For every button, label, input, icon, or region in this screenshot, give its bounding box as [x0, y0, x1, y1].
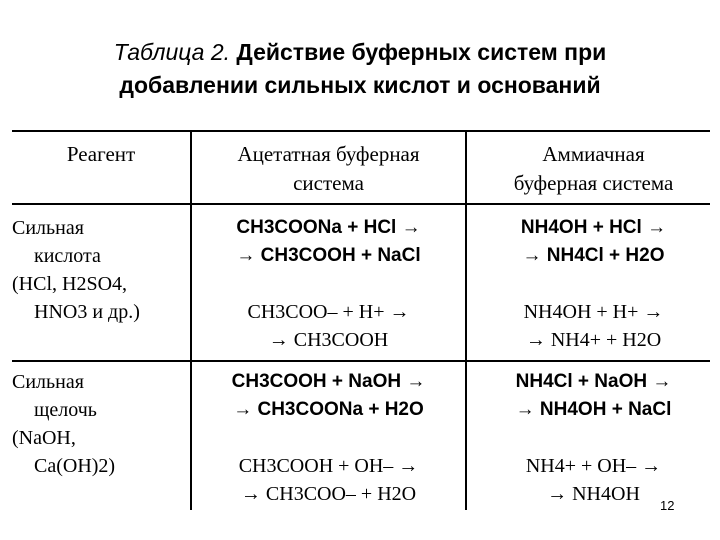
- header-acetate-line2: система: [293, 171, 364, 195]
- base-ammonia-molecular-line1: NH4Cl + NaOH →: [515, 371, 672, 392]
- base-ammonia-ionic-line2: → NH4OH: [547, 483, 640, 505]
- acid-acetate-molecular: [192, 214, 465, 270]
- base-acetate-ionic-line2: → CH3COO– + H2O: [240, 483, 417, 505]
- acid-acetate-molecular-line2: → CH3COOH + NaCl: [236, 245, 421, 266]
- title-line1: Действие буферных систем при: [230, 39, 607, 65]
- header-ammonia-line1: Аммиачная: [542, 142, 645, 166]
- header-ammonia: [467, 140, 720, 198]
- acid-acetate-molecular-line1: CH3COONa + HCl →: [236, 217, 421, 238]
- acid-acetate-ionic-line1: CH3COO– + H+ →: [247, 301, 410, 323]
- acid-ammonia-ionic-line2: → NH4+ + H2O: [525, 329, 662, 351]
- reagent-base-line2: щелочь: [34, 399, 97, 421]
- reagent-acid: [12, 214, 190, 326]
- acid-ammonia-molecular-line2: → NH4Cl + H2O: [522, 245, 665, 266]
- reagent-base-line4: Ca(OH)2): [34, 455, 116, 477]
- header-reagent: Реагент: [66, 142, 136, 166]
- reagent-base-line3: (NaOH,: [12, 427, 76, 449]
- base-ammonia-ionic-line1: NH4+ + OH– →: [525, 455, 662, 477]
- base-acetate-ionic: [192, 452, 465, 508]
- header-divider: [12, 203, 710, 205]
- header-acetate-line1: Ацетатная буферная: [237, 142, 420, 166]
- acid-ammonia-molecular-line1: NH4OH + HCl →: [520, 217, 667, 238]
- acid-ammonia-molecular: [467, 214, 720, 270]
- acid-acetate-ionic-line2: → CH3COOH: [268, 329, 389, 351]
- acid-ammonia-ionic-line1: NH4OH + H+ →: [523, 301, 664, 323]
- base-acetate-molecular: [192, 368, 465, 424]
- header-acetate: [192, 140, 465, 198]
- base-ammonia-molecular: [467, 368, 720, 424]
- base-acetate-molecular-line2: → CH3COONa + H2O: [233, 399, 424, 420]
- base-ammonia-ionic: [467, 452, 720, 508]
- reagent-base: [12, 368, 190, 480]
- acid-acetate-ionic: [192, 298, 465, 354]
- header-ammonia-line2: буферная система: [513, 171, 674, 195]
- reagent-base-line1: Сильная: [12, 371, 84, 393]
- table-top-border: [12, 130, 710, 132]
- title-prefix: Таблица 2.: [113, 39, 231, 65]
- reagent-acid-line1: Сильная: [12, 217, 84, 239]
- reagent-acid-line4: HNO3 и др.): [34, 301, 140, 323]
- page-number: 12: [660, 498, 675, 513]
- base-ammonia-molecular-line2: → NH4OH + NaCl: [515, 399, 672, 420]
- title-line2: добавлении сильных кислот и оснований: [119, 72, 601, 98]
- row-divider: [12, 360, 710, 362]
- reagent-acid-line2: кислота: [34, 245, 101, 267]
- base-acetate-ionic-line1: CH3COOH + OH– →: [238, 455, 419, 477]
- reagent-acid-line3: (HCl, H2SO4,: [12, 273, 128, 295]
- base-acetate-molecular-line1: CH3COOH + NaOH →: [231, 371, 426, 392]
- acid-ammonia-ionic: [467, 298, 720, 354]
